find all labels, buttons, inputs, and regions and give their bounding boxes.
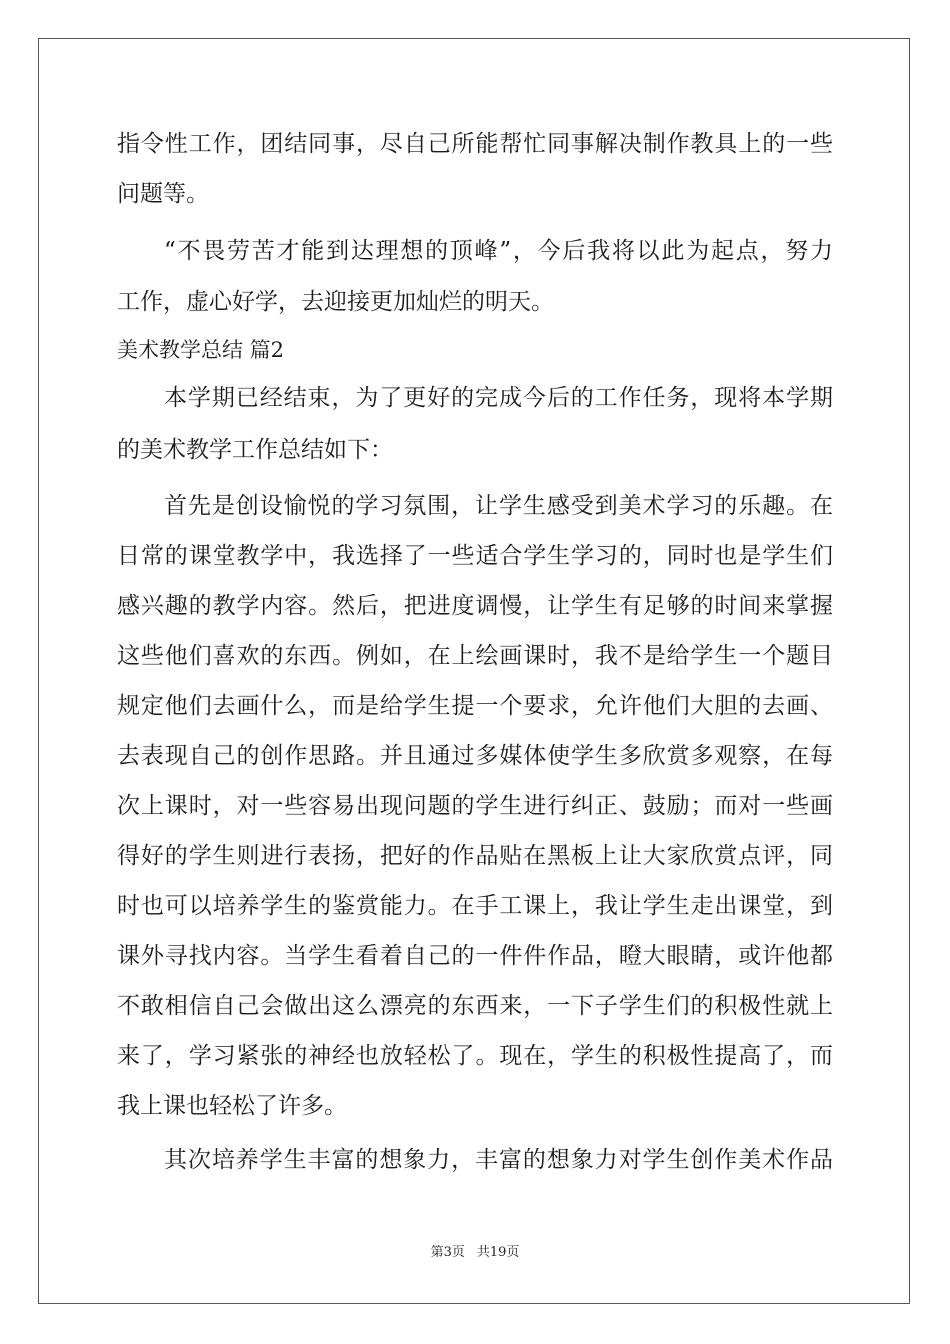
section-heading: 美术教学总结 篇2 bbox=[117, 338, 285, 362]
text-line: 不敢相信自己会做出这么漂亮的东西来，一下子学生们的积极性就上 bbox=[117, 993, 833, 1019]
text-line: 其次培养学生丰富的想象力，丰富的想象力对学生创作美术作品 bbox=[164, 1147, 833, 1173]
page-footer bbox=[0, 1244, 950, 1262]
text-line: 这些他们喜欢的东西。例如，在上绘画课时，我不是给学生一个题目 bbox=[117, 643, 833, 669]
text-line: 去表现自己的创作思路。并且通过多媒体使学生多欣赏多观察，在每 bbox=[117, 743, 833, 769]
text-line: 规定他们去画什么，而是给学生提一个要求，允许他们大胆的去画、 bbox=[117, 693, 833, 719]
text-line: 次上课时，对一些容易出现问题的学生进行纠正、鼓励；而对一些画 bbox=[117, 793, 833, 819]
text-line: 问题等。 bbox=[117, 181, 209, 207]
text-line: 来了，学习紧张的神经也放轻松了。现在，学生的积极性提高了，而 bbox=[117, 1043, 833, 1069]
text-line: 本学期已经结束，为了更好的完成今后的工作任务，现将本学期 bbox=[164, 385, 833, 411]
text-line: “不畏劳苦才能到达理想的顶峰”，今后我将以此为起点，努力 bbox=[164, 238, 833, 264]
text-line: 的美术教学工作总结如下： bbox=[117, 437, 393, 463]
text-line: 时也可以培养学生的鉴赏能力。在手工课上，我让学生走出课堂，到 bbox=[117, 893, 833, 919]
text-line: 我上课也轻松了许多。 bbox=[117, 1093, 347, 1119]
text-line: 日常的课堂教学中，我选择了一些适合学生学习的，同时也是学生们 bbox=[117, 543, 833, 569]
text-line: 课外寻找内容。当学生看着自己的一件件作品，瞪大眼睛，或许他都 bbox=[117, 943, 833, 969]
text-line: 工作，虚心好学，去迎接更加灿烂的明天。 bbox=[117, 289, 554, 315]
page-number: 第3页 bbox=[430, 1245, 465, 1260]
text-line: 得好的学生则进行表扬，把好的作品贴在黑板上让大家欣赏点评，同 bbox=[117, 843, 833, 869]
text-line: 指令性工作，团结同事，尽自己所能帮忙同事解决制作教具上的一些 bbox=[117, 131, 833, 157]
text-line: 感兴趣的教学内容。然后，把进度调慢，让学生有足够的时间来掌握 bbox=[117, 593, 833, 619]
text-line: 首先是创设愉悦的学习氛围，让学生感受到美术学习的乐趣。在 bbox=[164, 493, 833, 519]
page-total: 共19页 bbox=[476, 1245, 520, 1260]
